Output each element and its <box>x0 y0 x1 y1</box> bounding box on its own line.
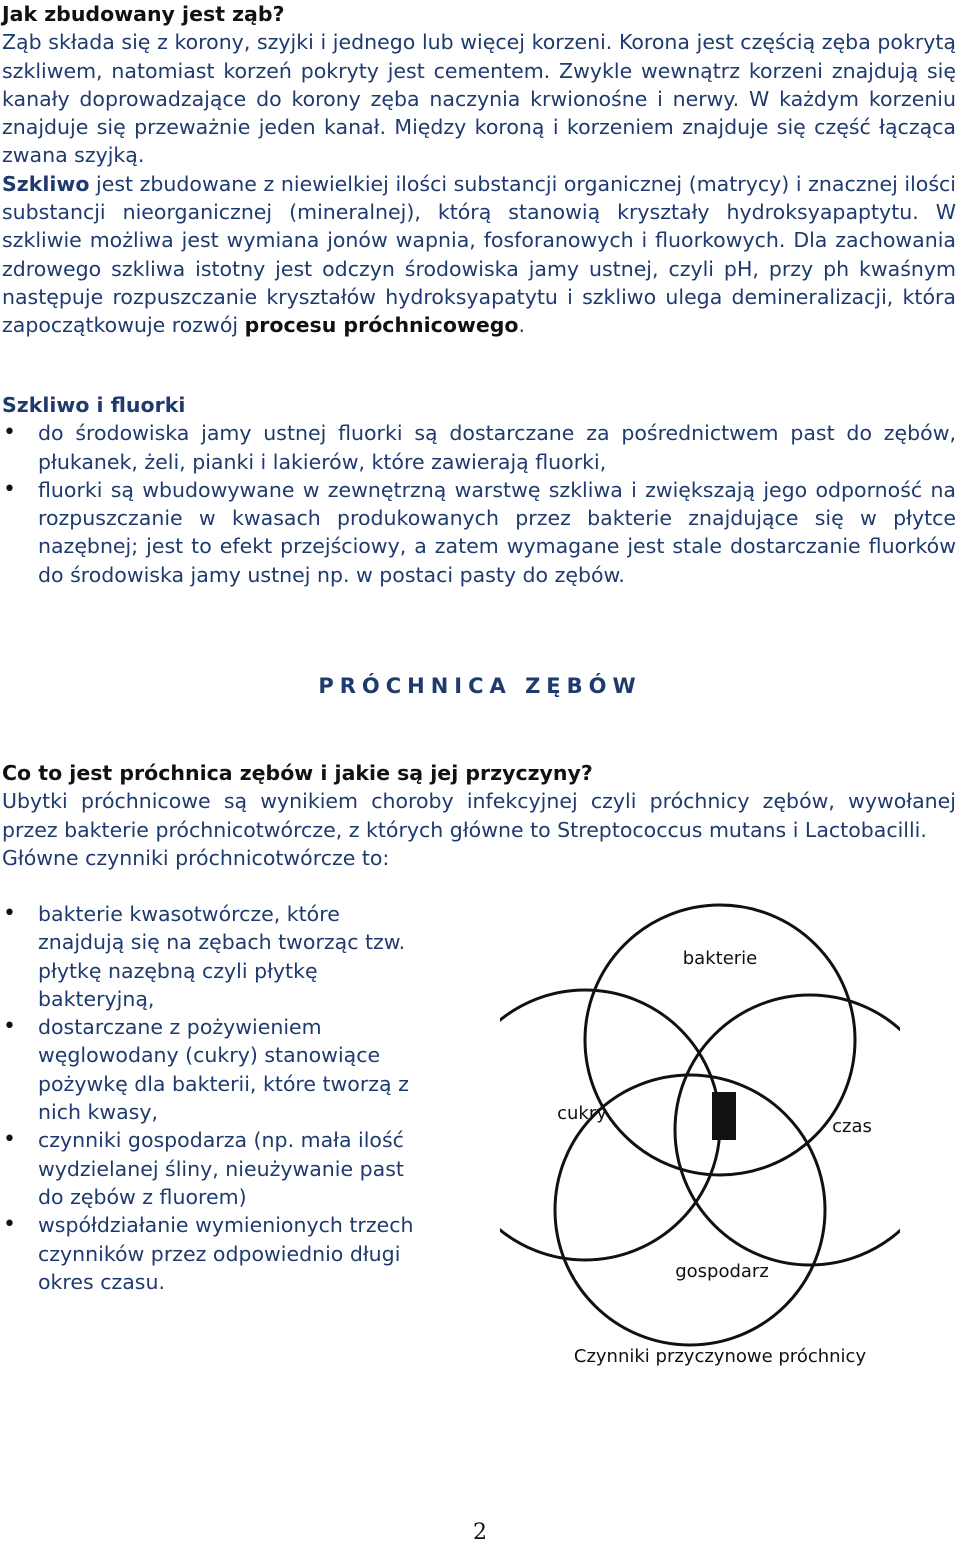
section-title-caries: PRÓCHNICA ZĘBÓW <box>318 674 642 698</box>
list-item: • fluorki są wbudowywane w zewnętrzną warstwę szkliwa i zwiększają jego odporność na rozpuszczanie w kwasach produkowanych przez bakterie znajdujące się w płytce nazębnej; jest to efekt przejściowy, a zatem wymagane jest stale dostarczanie fluorków do środowiska jamy ustnej np. w postaci pasty do zębów. <box>2 476 956 589</box>
label-sugars: cukry <box>557 1103 607 1124</box>
factors-list <box>2 900 422 1296</box>
diagram-caption: Czynniki przyczynowe próchnicy <box>573 1346 867 1367</box>
enamel-term: Szkliwo <box>2 171 90 196</box>
section-structure <box>2 0 956 340</box>
heading-caries-causes: Co to jest próchnica zębów i jakie są jej przyczyny? <box>2 761 593 785</box>
section-caries <box>2 759 956 872</box>
paragraph-caries: Ubytki próchnicowe są wynikiem choroby infekcyjnej czyli próchnicy zębów, wywołanej przez bakterie próchnicotwórcze, z których główne to Streptococcus mutans i Lactobacilli. <box>2 789 956 842</box>
factors-intro: Główne czynniki próchnicotwórcze to: <box>2 845 390 870</box>
caries-factors-venn-diagram <box>500 880 900 1380</box>
label-host: gospodarz <box>675 1261 769 1282</box>
list-item: • dostarczane z pożywieniem węglowodany (cukry) stanowiące pożywkę dla bakterii, które tworzą z nich kwasy, <box>2 1013 422 1126</box>
heading-tooth-structure: Jak zbudowany jest ząb? <box>2 2 285 26</box>
enamel-text-end: . <box>518 313 526 338</box>
list-item: • bakterie kwasotwórcze, które znajdują się na zębach tworząc tzw. płytkę nazębną czyli płytkę bakteryjną, <box>2 900 422 1013</box>
list-item: • do środowiska jamy ustnej fluorki są dostarczane za pośrednictwem past do zębów, płukanek, żeli, pianki i lakierów, które zawierają fluorki, <box>2 419 956 476</box>
page-number: 2 <box>473 1520 487 1545</box>
paragraph-enamel <box>2 170 956 340</box>
label-bacteria: bakterie <box>682 948 758 969</box>
list-item: • współdziałanie wymienionych trzech czynników przez odpowiednio długi okres czasu. <box>2 1211 422 1296</box>
heading-enamel-fluoride: Szkliwo i fluorki <box>2 393 186 417</box>
section-fluoride <box>2 391 956 589</box>
factors-block <box>2 900 422 1296</box>
circle-sugars <box>500 990 720 1260</box>
overlap-marker <box>712 1092 736 1140</box>
label-time: czas <box>832 1116 872 1137</box>
fluoride-list <box>2 419 956 589</box>
list-item: • czynniki gospodarza (np. mała ilość wydzielanej śliny, nieużywanie past do zębów z fluorem) <box>2 1126 422 1211</box>
enamel-text: jest zbudowane z niewielkiej ilości substancji organicznej (matrycy) i znacznej ilości substancji nieorganicznej (mineralnej), którą stanowią kryształy hydroksyapaptytu. W szkliwie możliwa jest wymiana jonów wapnia, fosforanowych i fluorkowych. Dla zachowania zdrowego szkliwa istotny jest odczyn środowiska jamy ustnej, czyli pH, przy ph kwaśnym następuje rozpuszczanie kryształów hydroksyapatytu i szkliwo ulega demineralizacji, która zapoczątkowuje rozwój <box>2 171 956 338</box>
paragraph-tooth-structure: Ząb składa się z korony, szyjki i jednego lub więcej korzeni. Korona jest częścią zęba pokrytą szkliwem, natomiast korzeń pokryty jest cementem. Zwykle wewnątrz korzeni znajdują się kanały doprowadzające do korony zęba naczynia krwionośne i nerwy. W każdym korzeniu znajduje się przeważnie jeden kanał. Między koroną i korzeniem znajduje się część łącząca zwana szyjką. <box>2 30 956 168</box>
caries-process-term: procesu próchnicowego <box>244 313 519 338</box>
